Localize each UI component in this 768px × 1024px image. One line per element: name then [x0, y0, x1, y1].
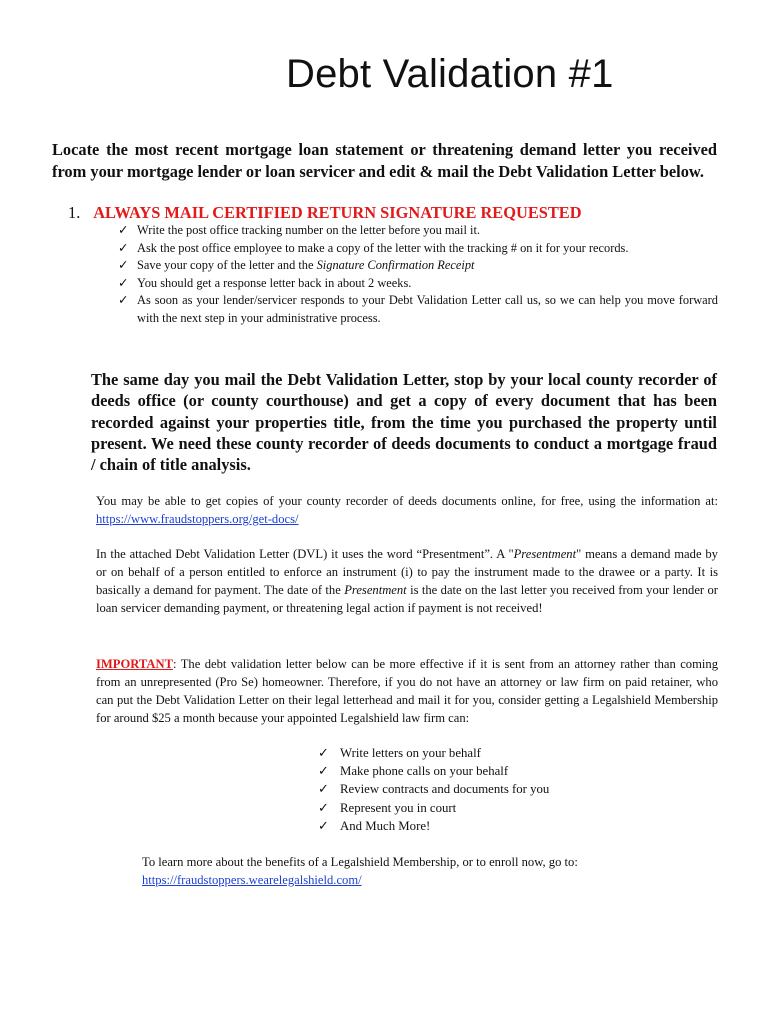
checklist-item-text: Ask the post office employee to make a copy of the letter with the tracking # on it for your records.: [137, 240, 629, 255]
check-icon: ✓: [318, 746, 329, 760]
important-label: IMPORTANT: [96, 657, 173, 671]
check-icon: ✓: [318, 782, 329, 797]
presentment-paragraph: [96, 545, 718, 617]
important-text: : The debt validation letter below can be more effective if it is sent from an attorney rather than coming from an unrepresented (Pro Se) homeowner. Therefore, if you do not have an attorney or law firm on paid retainer, who can put the Debt Validation Letter on their legal letterhead and mail it for you, consider getting a Legalshield Membership for around $25 a month because your appointed Legalshield law firm can:: [96, 657, 718, 725]
presentment-text-2: " means a demand made by or on behalf of a person entitled to enforce an instrument (i) to pay the instrument made to the drawee or a party. It is basically a demand for payment. The date of the: [96, 547, 718, 597]
step-1-heading: [68, 202, 582, 224]
benefit-item: [318, 744, 618, 762]
check-icon: ✓: [318, 764, 329, 779]
check-icon: ✓: [118, 258, 129, 272]
checklist-item: [118, 275, 718, 293]
intro-paragraph: Locate the most recent mortgage loan statement or threatening demand letter you received from your mortgage lender or loan servicer and edit & mail the Debt Validation Letter below.: [52, 140, 717, 181]
check-icon: ✓: [118, 293, 129, 307]
benefit-text: Represent you in court: [340, 800, 457, 815]
benefit-text: And Much More!: [340, 818, 431, 833]
learn-more-text: To learn more about the benefits of a Legalshield Membership, or to enroll now, go to:: [142, 855, 578, 869]
checklist-item: [118, 257, 718, 275]
presentment-term: Presentment: [513, 547, 577, 561]
benefit-text: Write letters on your behalf: [340, 746, 481, 760]
legalshield-benefits-list: [318, 744, 618, 835]
online-docs-paragraph: [96, 492, 718, 528]
page-title: Debt Validation #1: [286, 52, 614, 96]
check-icon: ✓: [318, 800, 329, 815]
benefit-text: Review contracts and documents for you: [340, 782, 550, 797]
benefit-item: [318, 762, 618, 780]
check-icon: ✓: [318, 818, 329, 833]
checklist-item: [118, 240, 718, 258]
checklist-item-text: You should get a response letter back in about 2 weeks.: [137, 275, 412, 290]
check-icon: ✓: [118, 240, 129, 255]
benefit-item: [318, 817, 618, 835]
checklist-item-text: As soon as your lender/servicer responds to your Debt Validation Letter call us, so we can help you move forward with the next step in your administrative process.: [137, 293, 718, 325]
checklist-item: [118, 222, 718, 240]
checklist-item-text: Save your copy of the letter and the: [137, 258, 317, 272]
presentment-text-1: In the attached Debt Validation Letter (DVL) it uses the word “Presentment”. A ": [96, 547, 514, 561]
learn-more-paragraph: [142, 853, 702, 889]
benefit-item: [318, 799, 618, 817]
checklist-item-text: Write the post office tracking number on the letter before you mail it.: [137, 223, 480, 237]
checklist-item: [118, 292, 718, 327]
check-icon: ✓: [118, 275, 129, 290]
benefit-text: Make phone calls on your behalf: [340, 764, 509, 779]
step-heading-text: ALWAYS MAIL CERTIFIED RETURN SIGNATURE REQUESTED: [93, 203, 582, 222]
county-recorder-paragraph: The same day you mail the Debt Validation Letter, stop by your local county recorder of deeds office (or county courthouse) and get a copy of every document that has been recorded against your properties title, from the time you purchased the property until present. We need these county recorder of deeds documents to conduct a mortgage fraud / chain of title analysis.: [91, 370, 717, 475]
presentment-term: Presentment: [344, 583, 407, 597]
online-docs-text: You may be able to get copies of your county recorder of deeds documents online, for free, using the information at:: [96, 494, 718, 508]
benefit-item: [318, 780, 618, 798]
step-number: 1.: [68, 203, 81, 222]
get-docs-link[interactable]: https://www.fraudstoppers.org/get-docs/: [96, 512, 299, 526]
presentment-text-3: is the date on the last letter you received from your lender or loan servicer demanding payment, or threatening legal action if payment is not received!: [96, 583, 719, 615]
legalshield-link[interactable]: https://fraudstoppers.wearelegalshield.com/: [142, 873, 362, 887]
checklist-item-italic: Signature Confirmation Receipt: [316, 258, 475, 272]
important-paragraph: [96, 655, 718, 727]
step-1-checklist: [118, 222, 718, 327]
check-icon: ✓: [118, 223, 129, 237]
